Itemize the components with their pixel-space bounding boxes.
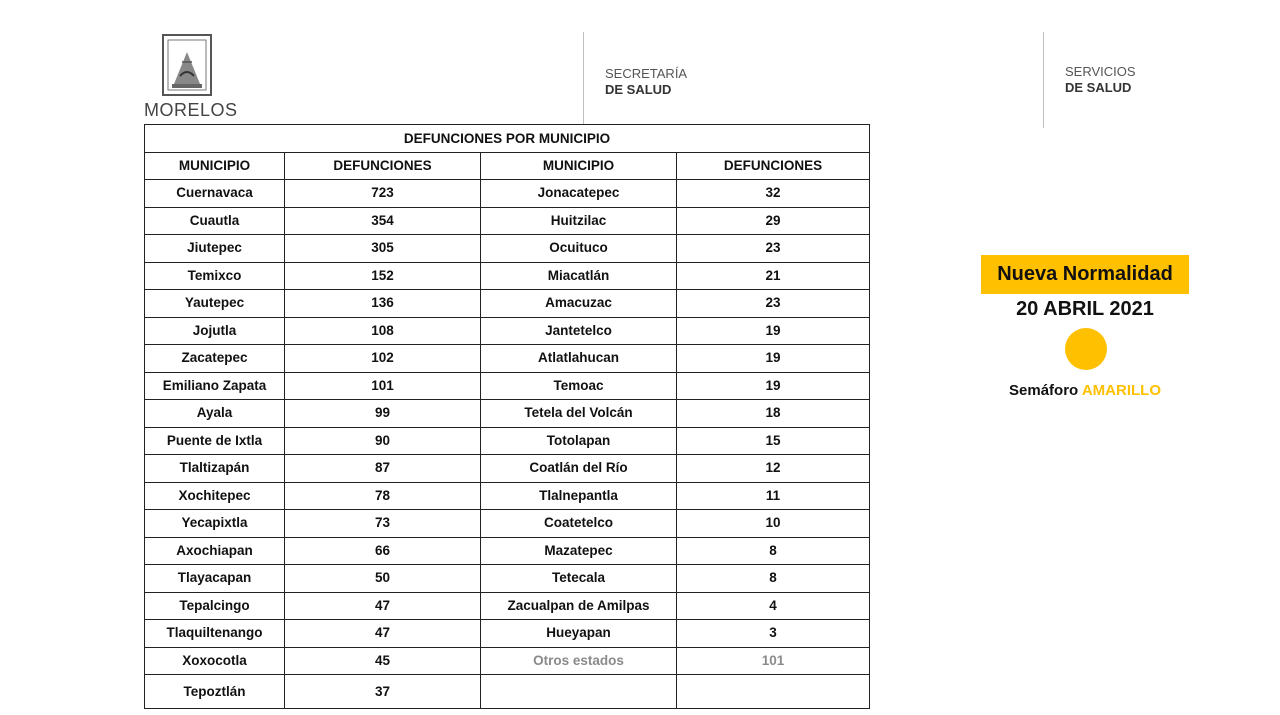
table-row [145,262,870,290]
municipio-cell: Yautepec [145,290,285,318]
defunciones-cell: 101 [285,372,481,400]
table-row [145,345,870,373]
table-row [145,372,870,400]
morelos-seal-icon [160,32,214,98]
defunciones-cell: 108 [285,317,481,345]
agency-line-bold: DE SALUD [605,82,672,97]
column-header-municipio: MUNICIPIO [145,153,285,180]
table-row [145,317,870,345]
municipio-cell: Zacatepec [145,345,285,373]
column-header-municipio: MUNICIPIO [481,153,677,180]
report-date: 20 ABRIL 2021 [1016,298,1154,320]
table-row [145,482,870,510]
defunciones-cell: 102 [285,345,481,373]
municipio-cell: Tetela del Volcán [481,400,677,428]
defunciones-cell: 11 [677,482,870,510]
municipio-cell: Hueyapan [481,620,677,648]
municipio-cell: Tlaltizapán [145,455,285,483]
morelos-logo [144,32,264,122]
defunciones-cell: 23 [677,290,870,318]
defunciones-cell: 136 [285,290,481,318]
municipio-cell: Jonacatepec [481,180,677,208]
defunciones-cell: 47 [285,592,481,620]
municipio-cell: Amacuzac [481,290,677,318]
defunciones-cell: 354 [285,207,481,235]
table-row [145,455,870,483]
defunciones-cell: 19 [677,345,870,373]
defunciones-cell: 101 [677,647,870,675]
municipio-cell: Axochiapan [145,537,285,565]
semaforo-label: Semáforo [1009,382,1079,399]
defunciones-cell: 99 [285,400,481,428]
defunciones-cell: 8 [677,565,870,593]
municipio-cell: Coatlán del Río [481,455,677,483]
municipio-cell: Tepalcingo [145,592,285,620]
defunciones-cell: 50 [285,565,481,593]
municipio-cell: Tepoztlán [145,675,285,709]
municipio-cell: Tetecala [481,565,677,593]
defunciones-cell: 12 [677,455,870,483]
municipio-cell: Coatetelco [481,510,677,538]
table-row [145,565,870,593]
municipio-cell: Jojutla [145,317,285,345]
semaforo-value: AMARILLO [1081,382,1161,399]
defunciones-cell: 18 [677,400,870,428]
municipio-cell: Mazatepec [481,537,677,565]
municipio-cell: Miacatlán [481,262,677,290]
deaths-by-municipality-table [144,124,870,709]
servicios-salud-label [1065,64,1136,96]
defunciones-cell: 19 [677,372,870,400]
column-header-defunciones: DEFUNCIONES [677,153,870,180]
defunciones-cell: 29 [677,207,870,235]
table-row [145,675,870,709]
municipio-cell: Ayala [145,400,285,428]
municipio-cell: Tlayacapan [145,565,285,593]
defunciones-cell [677,675,870,709]
defunciones-cell: 37 [285,675,481,709]
header-divider [583,32,584,124]
defunciones-cell: 8 [677,537,870,565]
municipio-cell: Temixco [145,262,285,290]
defunciones-cell: 32 [677,180,870,208]
table-row [145,180,870,208]
municipio-cell: Cuernavaca [145,180,285,208]
secretaria-salud-label [605,66,687,98]
table-row [145,510,870,538]
header-divider [1043,32,1044,128]
agency-line-bold: DE SALUD [1065,80,1132,95]
defunciones-cell: 73 [285,510,481,538]
municipio-cell: Tlaquiltenango [145,620,285,648]
defunciones-cell: 45 [285,647,481,675]
table-row [145,537,870,565]
defunciones-cell: 87 [285,455,481,483]
defunciones-cell: 4 [677,592,870,620]
nueva-normalidad-badge: Nueva Normalidad [981,255,1189,294]
defunciones-cell: 78 [285,482,481,510]
defunciones-cell: 723 [285,180,481,208]
municipio-cell: Ocuituco [481,235,677,263]
table-row [145,400,870,428]
defunciones-cell: 19 [677,317,870,345]
municipio-cell: Cuautla [145,207,285,235]
municipio-cell: Atlatlahucan [481,345,677,373]
municipio-cell: Tlalnepantla [481,482,677,510]
municipio-cell: Jantetelco [481,317,677,345]
logo-text: MORELOS [144,100,238,120]
municipio-cell: Jiutepec [145,235,285,263]
table-row [145,592,870,620]
municipio-cell: Xochitepec [145,482,285,510]
defunciones-cell: 10 [677,510,870,538]
table-row [145,427,870,455]
table-row [145,647,870,675]
defunciones-cell: 3 [677,620,870,648]
defunciones-cell: 47 [285,620,481,648]
defunciones-cell: 152 [285,262,481,290]
defunciones-cell: 23 [677,235,870,263]
agency-line: SERVICIOS [1065,64,1136,79]
table-title: DEFUNCIONES POR MUNICIPIO [145,125,870,153]
defunciones-cell: 90 [285,427,481,455]
municipio-cell: Otros estados [481,647,677,675]
municipio-cell: Temoac [481,372,677,400]
column-header-defunciones: DEFUNCIONES [285,153,481,180]
yellow-light-icon [1065,328,1107,370]
municipio-cell: Puente de Ixtla [145,427,285,455]
defunciones-cell: 66 [285,537,481,565]
municipio-cell: Yecapixtla [145,510,285,538]
table-row [145,620,870,648]
municipio-cell: Zacualpan de Amilpas [481,592,677,620]
municipio-cell: Huitzilac [481,207,677,235]
table-row [145,290,870,318]
municipio-cell: Xoxocotla [145,647,285,675]
defunciones-cell: 21 [677,262,870,290]
defunciones-cell: 305 [285,235,481,263]
municipio-cell: Totolapan [481,427,677,455]
semaforo-status [981,382,1189,399]
municipio-cell [481,675,677,709]
table-row [145,207,870,235]
defunciones-cell: 15 [677,427,870,455]
municipio-cell: Emiliano Zapata [145,372,285,400]
table-row [145,235,870,263]
agency-line: SECRETARÍA [605,66,688,81]
